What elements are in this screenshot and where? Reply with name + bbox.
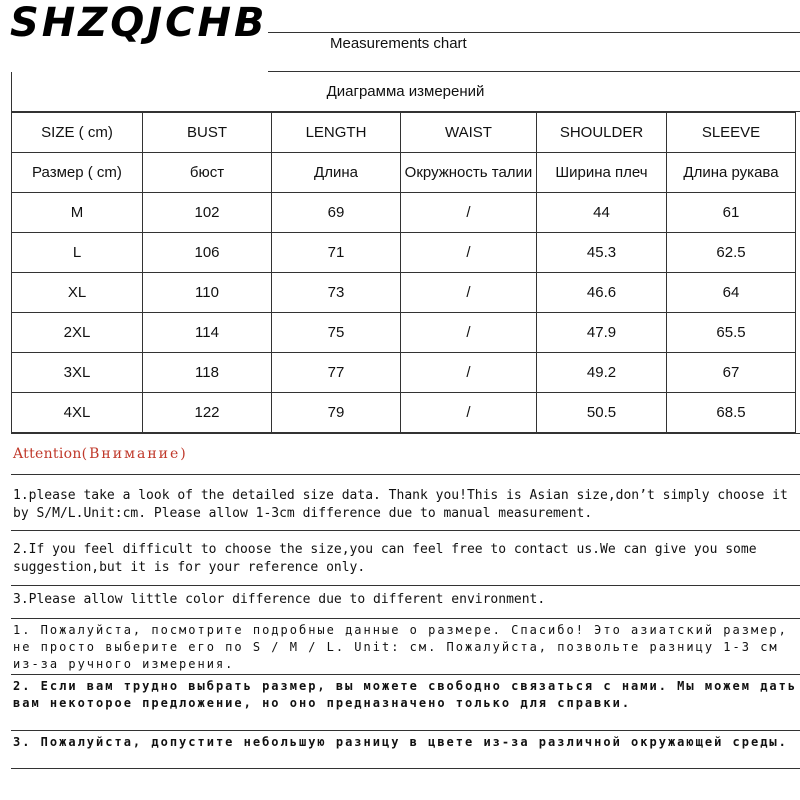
cell-bust: 122	[143, 393, 272, 433]
cell-length: 71	[272, 233, 401, 273]
note-ru-3: 3. Пожалуйста, допустите небольшую разницу в цвете из-за различной окружающей среды.	[11, 731, 800, 769]
header-sleeve-ru: Длина рукава	[667, 153, 796, 193]
cell-waist: /	[401, 313, 537, 353]
note-en-3: 3.Please allow little color difference due to different environment.	[11, 586, 800, 619]
note-en-1: 1.please take a look of the detailed size data. Thank you!This is Asian size,don’t simply choose it by S/M/L.Unit:cm. Please allow 1-3cm difference due to manual measurement.	[11, 475, 800, 531]
note-ru-1: 1. Пожалуйста, посмотрите подробные данные о размере. Спасибо! Это азиатский размер, не просто выберите его по S / M / L. Unit: см. Пожалуйста, позвольте разницу 1-3 см из-за ручного измерения.	[11, 619, 800, 675]
cell-shoulder: 45.3	[537, 233, 667, 273]
table-row	[12, 353, 796, 393]
attention-heading	[11, 434, 800, 475]
cell-bust: 110	[143, 273, 272, 313]
header-size-ru: Размер ( cm)	[12, 153, 143, 193]
table-row	[12, 193, 796, 233]
brand-logo: SHZQJCHB	[10, 0, 268, 46]
header-sleeve: SLEEVE	[667, 113, 796, 153]
header-top-divider	[268, 32, 800, 33]
cell-sleeve: 64	[667, 273, 796, 313]
cell-length: 73	[272, 273, 401, 313]
cell-size: L	[12, 233, 143, 273]
cell-waist: /	[401, 273, 537, 313]
table-header-row	[12, 113, 796, 153]
table-row	[12, 393, 796, 433]
header-waist-ru: Окружность талии	[401, 153, 537, 193]
cell-shoulder: 50.5	[537, 393, 667, 433]
cell-bust: 102	[143, 193, 272, 233]
header-shoulder: SHOULDER	[537, 113, 667, 153]
header-shoulder-ru: Ширина плеч	[537, 153, 667, 193]
header-waist: WAIST	[401, 113, 537, 153]
header-bust: BUST	[143, 113, 272, 153]
cell-length: 75	[272, 313, 401, 353]
cell-bust: 114	[143, 313, 272, 353]
header-length: LENGTH	[272, 113, 401, 153]
cell-length: 79	[272, 393, 401, 433]
cell-shoulder: 47.9	[537, 313, 667, 353]
attention-label: Attention	[13, 446, 82, 462]
table-header-row-ru	[12, 153, 796, 193]
cell-sleeve: 62.5	[667, 233, 796, 273]
cell-bust: 118	[143, 353, 272, 393]
header-length-ru: Длина	[272, 153, 401, 193]
cell-waist: /	[401, 393, 537, 433]
cell-length: 69	[272, 193, 401, 233]
cell-bust: 106	[143, 233, 272, 273]
cell-waist: /	[401, 353, 537, 393]
cell-sleeve: 65.5	[667, 313, 796, 353]
notes-section	[11, 433, 800, 769]
header-bust-ru: бюст	[143, 153, 272, 193]
header-size: SIZE ( cm)	[12, 113, 143, 153]
note-ru-2: 2. Если вам трудно выбрать размер, вы можете свободно связаться с нами. Мы можем дать вам некоторое предложение, но оно предназначено только для справки.	[11, 675, 800, 731]
cell-waist: /	[401, 193, 537, 233]
table-row	[12, 233, 796, 273]
cell-waist: /	[401, 233, 537, 273]
table-row	[12, 313, 796, 353]
cell-size: XL	[12, 273, 143, 313]
cell-sleeve: 61	[667, 193, 796, 233]
cell-size: 3XL	[12, 353, 143, 393]
note-en-2: 2.If you feel difficult to choose the size,you can feel free to contact us.We can give you some suggestion,but it is for your reference only.	[11, 531, 800, 586]
cell-size: 2XL	[12, 313, 143, 353]
size-table	[11, 112, 796, 433]
chart-subtitle-ru: Диаграмма измерений	[11, 73, 800, 112]
cell-sleeve: 67	[667, 353, 796, 393]
cell-size: M	[12, 193, 143, 233]
chart-title: Measurements chart	[268, 34, 800, 72]
table-row	[12, 273, 796, 313]
cell-length: 77	[272, 353, 401, 393]
cell-shoulder: 49.2	[537, 353, 667, 393]
cell-shoulder: 44	[537, 193, 667, 233]
cell-shoulder: 46.6	[537, 273, 667, 313]
cell-size: 4XL	[12, 393, 143, 433]
attention-label-ru: (Внимание)	[81, 446, 188, 462]
cell-sleeve: 68.5	[667, 393, 796, 433]
